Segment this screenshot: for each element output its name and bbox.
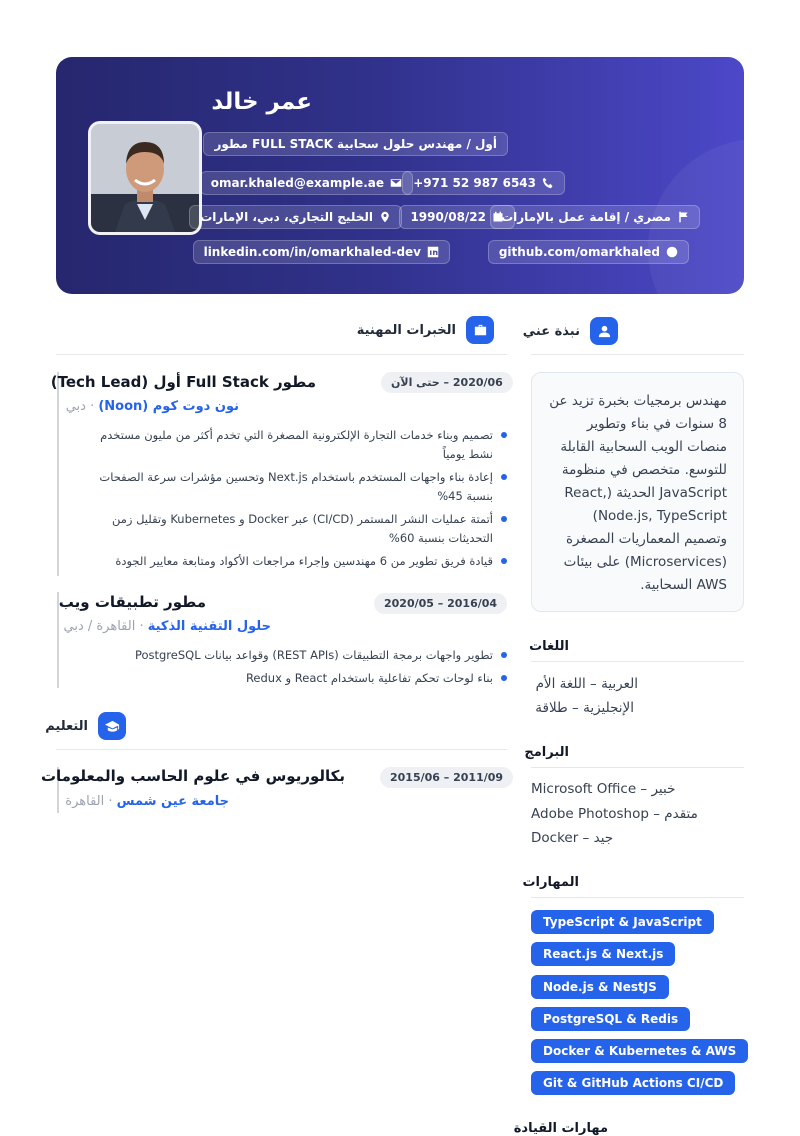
birthdate-text: 1990/08/22 [410, 210, 486, 224]
education-title: التعليم [45, 718, 88, 734]
degree-title: بكالوريوس في علوم الحاسب والمعلومات [40, 767, 345, 785]
flag-icon [677, 211, 689, 223]
job-company-1 [66, 399, 239, 414]
list-item: بناء لوحات تحكم تفاعلية باستخدام React و Redux [79, 669, 507, 688]
briefcase-icon [466, 316, 494, 344]
skill-badge: Git & GitHub Actions CI/CD [531, 1071, 735, 1095]
linkedin-text: linkedin.com/in/omarkhaled-dev [203, 245, 421, 259]
location-pin-icon [379, 211, 391, 223]
languages-heading: اللغات [529, 639, 569, 654]
job-title-2: مطور تطبيقات ويب [58, 593, 206, 611]
list-item: قيادة فريق تطوير من 6 مهندسين وإجراء مراجعات الأكواد ومتابعة معايير الجودة [79, 552, 507, 571]
skill-badge: TypeScript & JavaScript [531, 910, 714, 934]
github-chip[interactable] [488, 240, 689, 264]
software-item: Adobe Photoshop – متقدم [531, 806, 698, 822]
linkedin-icon [427, 246, 439, 258]
education-school [65, 794, 229, 809]
divider [531, 661, 744, 662]
graduation-cap-icon [98, 712, 126, 740]
software-heading: البرامج [524, 745, 569, 760]
company-name: نون دوت كوم (Noon) [98, 399, 239, 414]
language-item: الإنجليزية – طلاقة [535, 700, 634, 716]
skill-badge: Node.js & NestJS [531, 975, 669, 999]
skill-badge: PostgreSQL & Redis [531, 1007, 690, 1031]
software-item: Microsoft Office – خبير [531, 781, 676, 797]
resume-header [56, 57, 744, 294]
education-heading [45, 712, 126, 740]
list-item: إعادة بناء واجهات المستخدم باستخدام Next.js وتحسين مؤشرات سرعة الصفحات بنسبة 45% [79, 468, 507, 506]
job-bullets-2 [79, 646, 507, 692]
job-dates-2: 2016/04 – 2020/05 [374, 593, 507, 614]
phone-chip[interactable] [402, 171, 565, 195]
linkedin-chip[interactable] [193, 240, 450, 264]
nationality-chip [490, 205, 700, 229]
job-bullets-1 [79, 426, 507, 575]
about-text: مهندس برمجيات بخبرة تزيد عن 8 سنوات في بناء وتطوير منصات الويب السحابية القابلة للتوسع. متخصص في منظومة JavaScript الحديثة (React, Node.js, TypeScript) وتصميم المعماريات المصغرة (Microservices) على بيئات AWS السحابية. [531, 372, 744, 612]
user-icon [590, 317, 618, 345]
globe-icon [666, 246, 678, 258]
github-text: github.com/omarkhaled [498, 245, 660, 259]
list-item: أتمتة عمليات النشر المستمر (CI/CD) عبر Docker و Kubernetes وتقليل زمن التحديثات بنسبة 60% [79, 510, 507, 548]
address-chip [189, 205, 402, 229]
education-dates: 2011/09 – 2015/06 [380, 767, 513, 788]
email-text: omar.khaled@example.ae [210, 176, 384, 190]
skill-badge: Docker & Kubernetes & AWS [531, 1039, 748, 1063]
job-title-1: مطور Full Stack أول (Tech Lead) [50, 373, 316, 391]
profile-photo [88, 121, 202, 235]
job-dates-1: 2020/06 – حتى الآن [381, 372, 513, 393]
school-location: · القاهرة [65, 794, 113, 809]
experience-title: الخبرات المهنية [356, 322, 456, 338]
phone-icon [542, 177, 554, 189]
list-item: تصميم وبناء خدمات التجارة الإلكترونية المصغرة التي تخدم أكثر من مليون مستخدم نشط يومياً [79, 426, 507, 464]
nationality-text: مصري / إقامة عمل بالإمارات [501, 210, 671, 224]
about-title: نبذة عني [522, 323, 580, 339]
school-name: جامعة عين شمس [116, 794, 229, 809]
divider [531, 897, 744, 898]
company-location: · دبي [65, 399, 95, 414]
about-heading [523, 317, 618, 345]
address-text: الخليج التجاري، دبي، الإمارات [200, 210, 373, 224]
job-company-2 [63, 619, 271, 634]
software-item: Docker – جيد [531, 830, 614, 846]
email-chip[interactable] [200, 171, 413, 195]
experience-heading [357, 316, 494, 344]
job-title-chip [203, 132, 508, 156]
language-item: العربية – اللغة الأم [535, 676, 638, 692]
timeline-line [57, 372, 59, 576]
job-title-text: أول / مهندس حلول سحابية FULL STACK مطور [214, 137, 497, 151]
envelope-icon [390, 177, 402, 189]
company-location: · القاهرة / دبي [63, 619, 144, 634]
divider [531, 354, 744, 355]
candidate-name: عمر خالد [211, 89, 312, 115]
leadership-heading: مهارات القيادة [513, 1121, 608, 1136]
list-item: تطوير واجهات برمجة التطبيقات (REST APIs) وقواعد بيانات PostgreSQL [79, 646, 507, 665]
company-name: حلول التقنية الذكية [147, 619, 271, 634]
divider [56, 749, 507, 750]
phone-text: +971 52 987 6543 [413, 176, 536, 190]
skill-badge: React.js & Next.js [531, 942, 675, 966]
divider [531, 767, 744, 768]
divider [56, 354, 507, 355]
skills-heading: المهارات [522, 875, 579, 890]
